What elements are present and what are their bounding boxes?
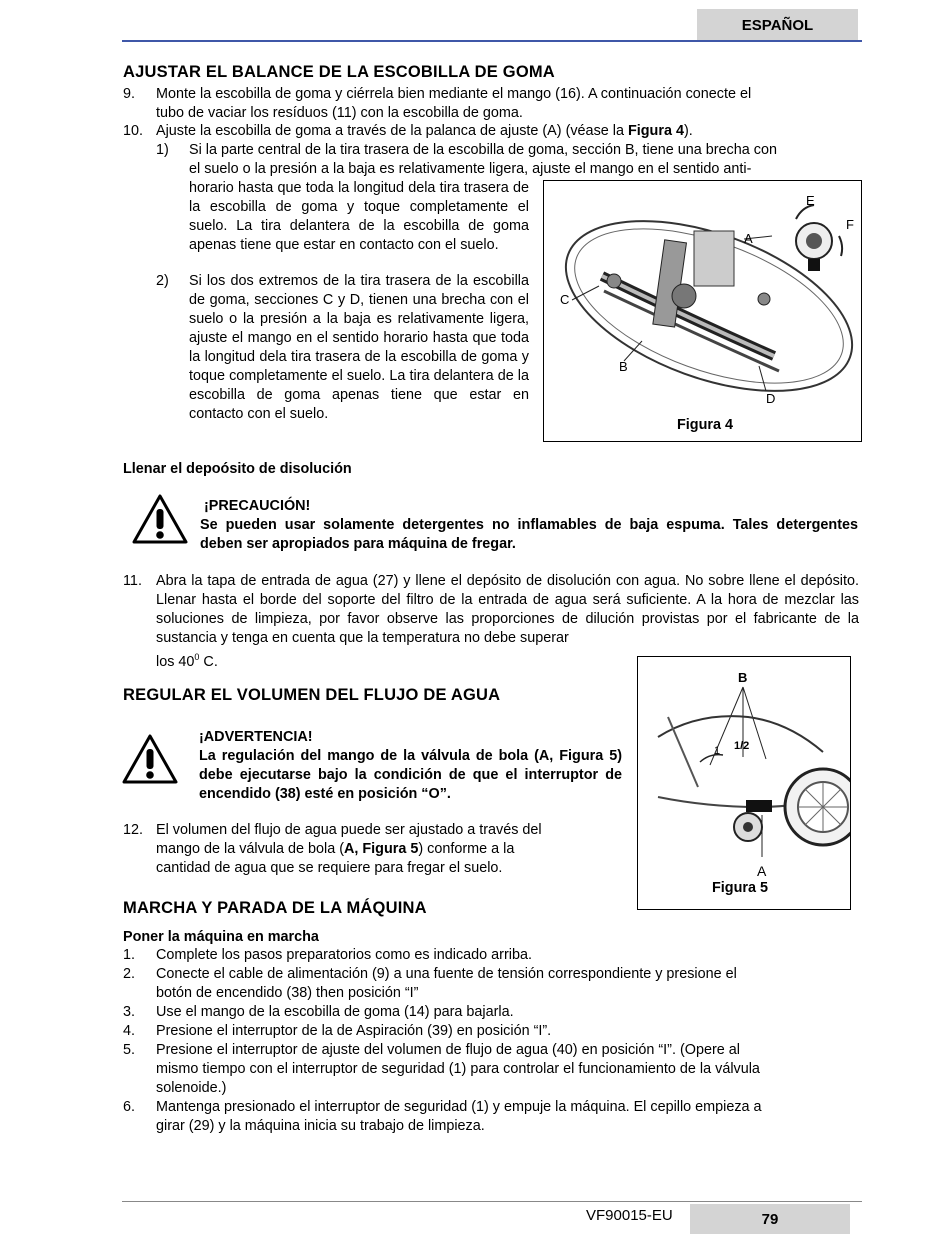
label-a: A bbox=[744, 231, 753, 246]
item-number: 1. bbox=[123, 947, 136, 963]
section-title-water-flow: REGULAR EL VOLUMEN DEL FLUJO DE AGUA bbox=[123, 686, 501, 704]
figure-5-caption: Figura 5 bbox=[712, 880, 768, 896]
warning-icon bbox=[121, 733, 179, 785]
caution-title: ¡PRECAUCIÓN! bbox=[204, 498, 311, 514]
sub-item-number: 2) bbox=[156, 273, 169, 289]
item-text: tubo de vaciar los resíduos (11) con la escobilla de goma. bbox=[156, 105, 523, 121]
label-e: E bbox=[806, 193, 815, 208]
item-text: solenoide.) bbox=[156, 1080, 227, 1096]
item-text: Complete los pasos preparatorios como es indicado arriba. bbox=[156, 947, 532, 963]
language-text: ESPAÑOL bbox=[741, 16, 814, 34]
header-rule bbox=[122, 40, 862, 42]
label-half: 1/2 bbox=[734, 740, 750, 752]
item-number: 10. bbox=[123, 123, 144, 139]
warning-title: ¡ADVERTENCIA! bbox=[199, 729, 313, 745]
label-b: B bbox=[738, 670, 748, 685]
figure-5 bbox=[637, 656, 851, 910]
document-code: VF90015-EU bbox=[586, 1207, 673, 1224]
item-text: girar (29) y la máquina inicia su trabajo de limpieza. bbox=[156, 1118, 485, 1134]
item-text: Mantenga presionado el interruptor de seguridad (1) y empuje la máquina. El cepillo empieza a bbox=[156, 1099, 762, 1115]
caution-text: Se pueden usar solamente detergentes no inflamables de baja espuma. Tales detergentes deben ser apropiados para máquina de fregar. bbox=[200, 517, 858, 552]
item-text bbox=[156, 840, 514, 859]
squeegee-adjust-illustration bbox=[544, 181, 861, 416]
item-text: botón de encendido (38) then posición “I” bbox=[156, 985, 419, 1001]
item-text: Conecte el cable de alimentación (9) a una fuente de tensión correspondiente y presione el bbox=[156, 966, 737, 982]
degree-superscript: 0 bbox=[194, 652, 200, 662]
label-one: 1 bbox=[714, 745, 721, 757]
item-number: 4. bbox=[123, 1023, 136, 1039]
item-number: 3. bbox=[123, 1004, 136, 1020]
item-text-part: los 40 bbox=[156, 653, 195, 670]
item-text-part: mango de la válvula de bola ( bbox=[156, 841, 344, 857]
item-text: Abra la tapa de entrada de agua (27) y llene el depósito de disolución con agua. No sobre llene el depósito. Llenar hasta el borde del soporte del filtro de la entrada de agua será suficiente. A la hora de mezclar las soluciones de limpieza, por favor observe las proporciones de dilución provistas por el fabricante de la sustancia y tenga en cuenta que la temperatura no debe superar bbox=[156, 573, 859, 646]
item-number: 5. bbox=[123, 1042, 136, 1058]
item-text: El volumen del flujo de agua puede ser ajustado a través del bbox=[156, 822, 542, 838]
label-f: F bbox=[846, 217, 854, 232]
figure-reference: A, Figura 5 bbox=[344, 841, 419, 857]
item-number: 11. bbox=[123, 573, 142, 589]
sub-item-text: horario hasta que toda la longitud dela tira trasera de la escobilla de goma y toque completamente el suelo. La tira delantera de la escobilla de goma apenas tiene que estar en contacto con el suelo. bbox=[189, 180, 529, 253]
ball-valve-illustration bbox=[638, 657, 850, 882]
label-c: C bbox=[560, 292, 570, 307]
footer-rule bbox=[122, 1201, 862, 1202]
warning-text: La regulación del mango de la válvula de bola (A, Figura 5) debe ejecutarse bajo la condición de que el interruptor de encendido (38) esté en posición “O”. bbox=[199, 748, 622, 802]
language-label bbox=[697, 9, 858, 41]
figure-4 bbox=[543, 180, 862, 442]
item-text: Use el mango de la escobilla de goma (14) para bajarla. bbox=[156, 1004, 514, 1020]
figure-reference: Figura 4 bbox=[627, 123, 684, 139]
item-text-part: Ajuste la escobilla de goma a través de la palanca de ajuste (A) (véase la bbox=[156, 123, 628, 139]
item-text: Presione el interruptor de la de Aspiración (39) en posición “I”. bbox=[156, 1023, 552, 1039]
item-text: mismo tiempo con el interruptor de seguridad (1) para controlar el funcionamiento de la válvula bbox=[156, 1061, 760, 1077]
sub-item-text: Si los dos extremos de la tira trasera de la escobilla de goma, secciones C y D, tienen una brecha con el suelo o la presión a la baja es relativamente ligera, ajuste el mango en el sentido horario hasta que toda la longitud dela tira trasera de la escobilla de goma y toque completamente el suelo. La tira delantera de la escobilla de goma apenas tiene que estar en contacto con el suelo. bbox=[189, 273, 529, 422]
item-text-part: ). bbox=[683, 123, 693, 139]
item-number: 9. bbox=[123, 86, 136, 102]
sub-item-text: el suelo o la presión a la baja es relativamente ligera, ajuste el mango en el sentido anti- bbox=[189, 161, 752, 177]
label-d: D bbox=[766, 391, 776, 406]
figure-4-caption: Figura 4 bbox=[677, 417, 733, 433]
subsection-title-start-machine: Poner la máquina en marcha bbox=[123, 929, 319, 945]
label-a: A bbox=[757, 863, 767, 879]
label-b: B bbox=[619, 359, 628, 374]
item-number: 6. bbox=[123, 1099, 136, 1115]
item-text-part: ) conforme a la bbox=[418, 841, 515, 857]
section-title-squeegee-balance: AJUSTAR EL BALANCE DE LA ESCOBILLA DE GOMA bbox=[123, 63, 555, 81]
item-text-part: C. bbox=[199, 653, 218, 670]
item-text bbox=[156, 122, 693, 141]
item-text: Monte la escobilla de goma y ciérrela bien mediante el mango (16). A continuación conecte el bbox=[156, 86, 752, 102]
item-text: cantidad de agua que se requiere para fregar el suelo. bbox=[156, 860, 503, 876]
page-number-box bbox=[690, 1204, 850, 1234]
item-number: 12. bbox=[123, 822, 144, 838]
sub-item-text: Si la parte central de la tira trasera de la escobilla de goma, sección B, tiene una brecha con bbox=[189, 142, 777, 158]
page-number: 79 bbox=[761, 1210, 779, 1228]
item-text: Presione el interruptor de ajuste del volumen de flujo de agua (40) en posición “I”. (Opere al bbox=[156, 1042, 740, 1058]
item-number: 2. bbox=[123, 966, 136, 982]
sub-item-number: 1) bbox=[156, 142, 169, 158]
section-title-start-stop: MARCHA Y PARADA DE LA MÁQUINA bbox=[123, 899, 427, 917]
caution-icon bbox=[131, 493, 189, 545]
item-text-end bbox=[156, 648, 218, 672]
subsection-title-fill-tank: Llenar el depoósito de disolución bbox=[123, 461, 352, 477]
